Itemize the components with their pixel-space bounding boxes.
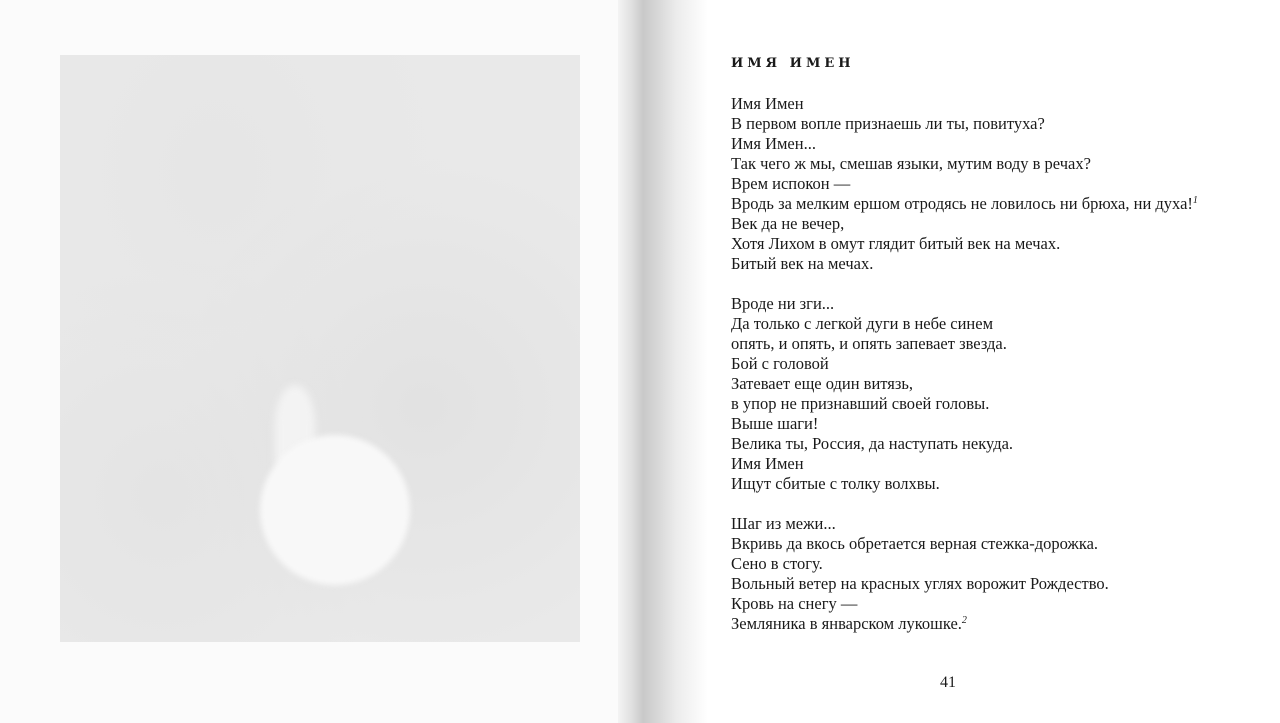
poem-line	[731, 394, 1271, 414]
poem-line	[731, 574, 1271, 594]
poem-line-text: Шаг из межи...	[731, 514, 836, 533]
poem-line-text: Вродь за мелким ершом отродясь не ловилось ни брюха, ни духа!	[731, 194, 1193, 213]
poem-line-text: Так чего ж мы, смешав языки, мутим воду в речах?	[731, 154, 1091, 173]
poem-title: ИМЯ ИМЕН	[731, 56, 855, 71]
footnote-marker: 1	[1192, 195, 1198, 206]
poem-line-text: Бой с головой	[731, 354, 829, 373]
poem-line-text: Земляника в январском лукошке.	[731, 614, 962, 633]
poem-line	[731, 554, 1271, 574]
poem-line	[731, 114, 1271, 134]
poem-line	[731, 194, 1271, 214]
poem-line	[731, 414, 1271, 434]
poem-line-text: Имя Имен	[731, 94, 804, 113]
poem-line	[731, 534, 1271, 554]
footnote-marker: 2	[961, 615, 967, 626]
poem-line-text: В первом вопле признаешь ли ты, повитуха?	[731, 114, 1045, 133]
poem-line-text: Хотя Лихом в омут глядит битый век на мечах.	[731, 234, 1061, 253]
poem-line-text: Сено в стогу.	[731, 554, 823, 573]
poem-line	[731, 354, 1271, 374]
page-number: 41	[940, 674, 956, 691]
poem-line	[731, 594, 1271, 614]
poem-line-text: Вольный ветер на красных углях ворожит Рождество.	[731, 574, 1109, 593]
stanza	[731, 294, 1271, 494]
poem-line-text: опять, и опять, и опять запевает звезда.	[731, 334, 1007, 353]
poem-line-text: Ищут сбитые с толку волхвы.	[731, 474, 940, 493]
poem-line	[731, 214, 1271, 234]
poem-line	[731, 234, 1271, 254]
poem-line-text: Имя Имен	[731, 454, 804, 473]
stanza	[731, 94, 1271, 274]
poem-line	[731, 254, 1271, 274]
poem-line-text: Битый век на мечах.	[731, 254, 874, 273]
poem-line	[731, 94, 1271, 114]
right-page	[700, 0, 1280, 723]
faded-photograph	[60, 55, 580, 642]
poem-line	[731, 434, 1271, 454]
poem-line-text: в упор не признавший своей головы.	[731, 394, 990, 413]
poem-line	[731, 614, 1271, 634]
poem-line-text: Имя Имен...	[731, 134, 816, 153]
poem-line-text: Вроде ни зги...	[731, 294, 835, 313]
poem-line	[731, 514, 1271, 534]
stanza	[731, 514, 1271, 634]
photo-light-spot	[260, 435, 410, 585]
poem-line	[731, 134, 1271, 154]
poem-line	[731, 294, 1271, 314]
poem-line	[731, 474, 1271, 494]
poem-line-text: Велика ты, Россия, да наступать некуда.	[731, 434, 1014, 453]
poem-line-text: Вкривь да вкось обретается верная стежка-дорожка.	[731, 534, 1099, 553]
poem-line-text: Затевает еще один витязь,	[731, 374, 914, 393]
poem-body	[731, 94, 1271, 654]
book-gutter-shadow	[618, 0, 708, 723]
poem-line	[731, 334, 1271, 354]
poem-line	[731, 154, 1271, 174]
poem-line-text: Врем испокон —	[731, 174, 851, 193]
poem-line-text: Да только с легкой дуги в небе синем	[731, 314, 994, 333]
poem-line	[731, 374, 1271, 394]
poem-line	[731, 314, 1271, 334]
poem-line-text: Век да не вечер,	[731, 214, 845, 233]
poem-line	[731, 454, 1271, 474]
left-page	[0, 0, 628, 723]
poem-line-text: Выше шаги!	[731, 414, 819, 433]
poem-line	[731, 174, 1271, 194]
poem-line-text: Кровь на снегу —	[731, 594, 858, 613]
